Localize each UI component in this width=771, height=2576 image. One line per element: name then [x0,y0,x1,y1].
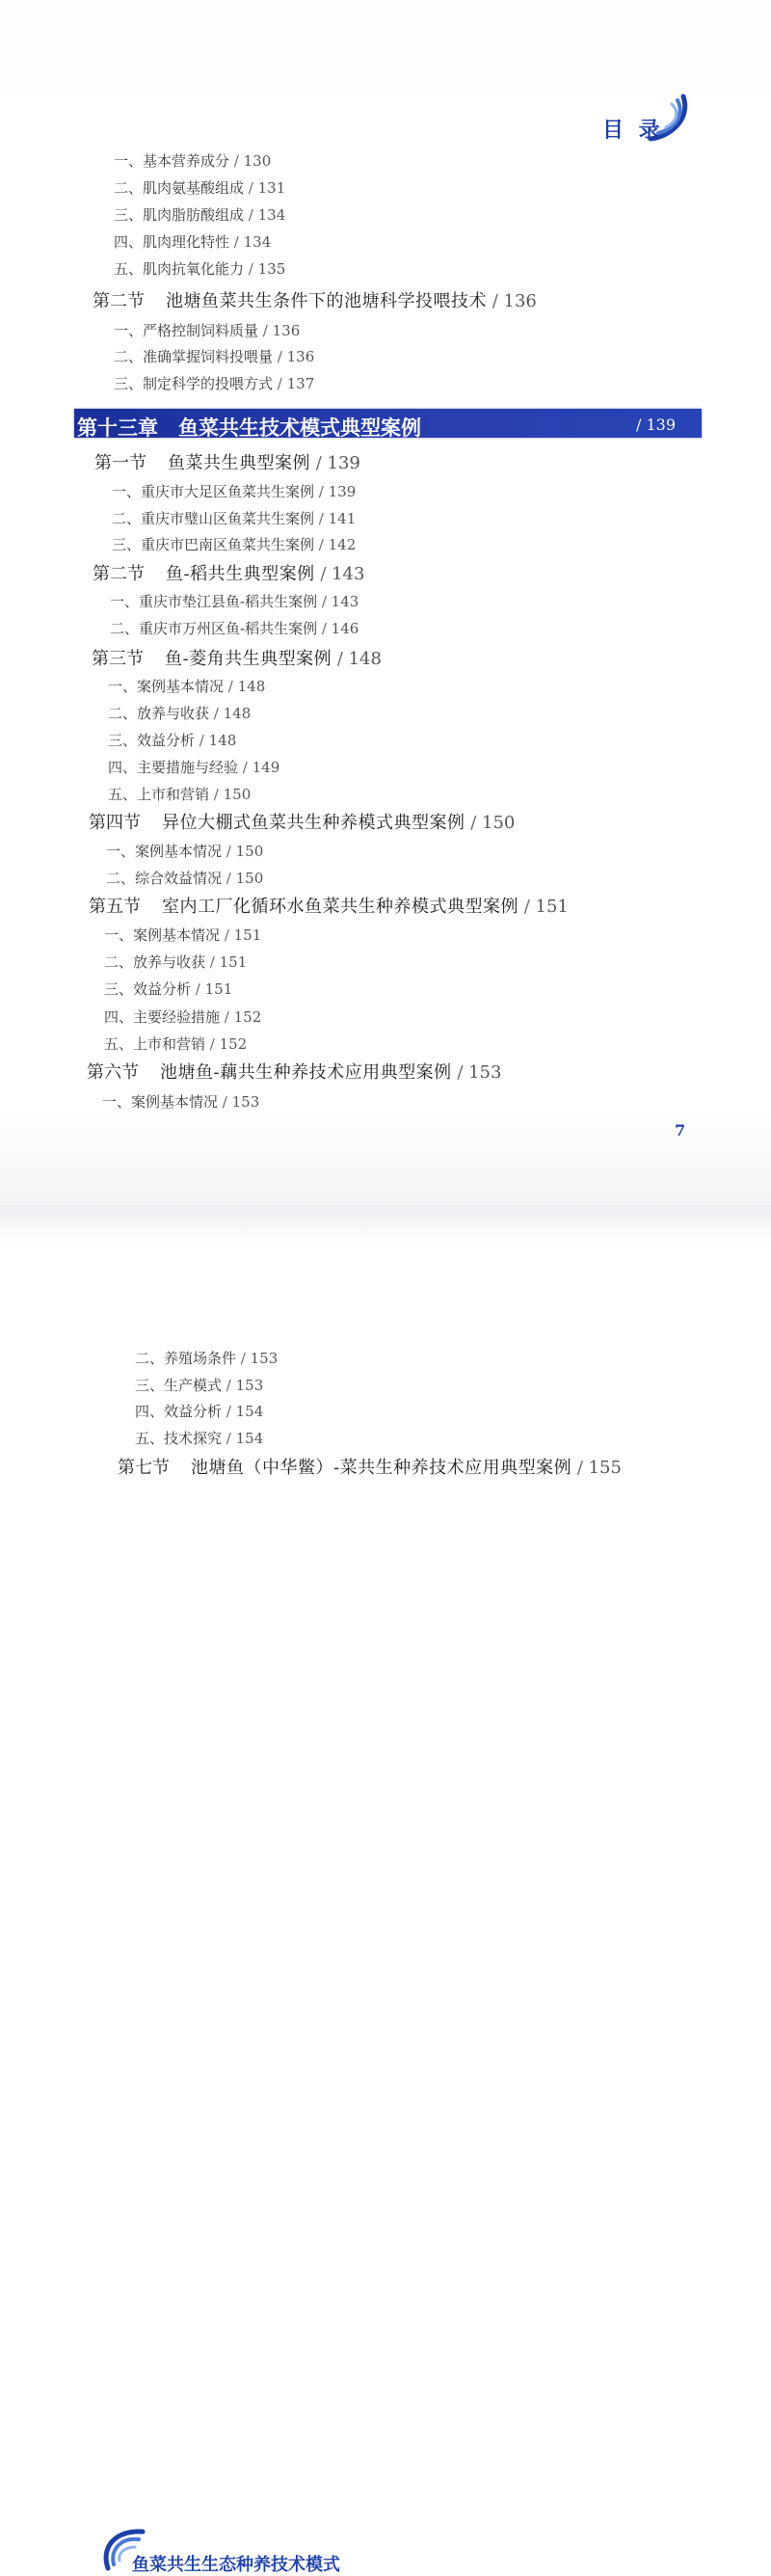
page-separator: / [220,926,234,944]
section-title: 池塘鱼-藕共生种养技术应用典型案例 [160,1062,452,1083]
toc-item[interactable] [108,734,236,748]
page-separator: / [273,375,287,392]
page-separator: / [229,152,244,170]
page-separator: / [218,1093,232,1111]
page-separator: / [236,1350,251,1367]
item-title: 三、肌肉脂肪酸组成 [114,206,245,224]
page-separator: / [244,179,258,197]
item-title: 四、肌肉理化特性 [114,233,230,251]
item-title: 一、严格控制饲料质量 [114,322,259,339]
toc-section[interactable] [87,1064,501,1082]
toc-section[interactable] [93,293,537,310]
page-separator: / [310,453,328,473]
page-ref: 134 [257,206,286,224]
item-title: 二、重庆市万州区鱼-稻共生案例 [110,620,318,637]
page-ref: 130 [243,152,272,170]
toc-item[interactable] [114,181,285,196]
page-separator: / [572,1458,589,1478]
toc-item[interactable] [135,1379,263,1393]
chapter-page-separator: / [636,416,642,434]
page-ref: 153 [468,1062,502,1083]
item-title: 一、重庆市大足区鱼菜共生案例 [112,483,315,500]
section-number: 第二节 [93,564,145,584]
page-ref: 149 [252,759,280,776]
page-separator: / [314,564,332,584]
item-title: 二、综合效益情况 [106,870,223,887]
section-title: 鱼-稻共生典型案例 [166,564,315,584]
item-title: 五、技术探究 [135,1430,223,1447]
section-title: 异位大棚式鱼菜共生种养模式典型案例 [162,813,465,833]
page-ref: 137 [286,375,315,392]
item-title: 五、肌肉抗氧化能力 [114,260,245,278]
page-separator: / [222,1430,236,1447]
page-separator: / [244,206,258,224]
toc-item[interactable] [104,982,232,997]
item-title: 五、上市和营销 [104,1035,206,1053]
page-separator: / [222,870,236,887]
page-ref: 136 [286,348,315,365]
section-number: 第六节 [87,1062,139,1083]
page-separator: / [258,322,273,339]
item-title: 一、案例基本情况 [102,1093,219,1111]
page-ref: 143 [332,564,365,584]
chapter-page [636,416,676,434]
page-separator: / [465,813,483,833]
section-number: 第一节 [94,453,146,473]
page-ref: 152 [233,1008,262,1026]
page-separator: / [317,620,332,637]
toc-item[interactable] [114,377,314,391]
toc-item[interactable] [110,622,359,636]
toc-section[interactable] [93,566,364,583]
toc-item[interactable] [112,538,356,552]
toc-item[interactable] [104,955,247,970]
page-ref: 139 [328,483,357,500]
book-title: 鱼菜共生生态种养技术模式 [132,2555,340,2575]
toc-item[interactable] [106,845,263,859]
page-ref: 155 [588,1458,622,1478]
page-ref: 134 [243,233,272,251]
page-separator: / [487,291,504,311]
page-ref: 146 [331,620,359,637]
page-ref: 135 [257,260,286,278]
page-ref: 131 [257,179,286,197]
page-separator: / [205,953,220,971]
page-ref: 150 [235,843,264,860]
section-title: 室内工厂化循环水鱼菜共生种养模式典型案例 [162,897,518,917]
page-separator: / [314,536,329,553]
item-title: 三、效益分析 [104,980,192,998]
page-separator: / [209,705,224,722]
page-number: 7 [675,1121,686,1140]
toc-item[interactable] [104,1037,247,1052]
toc-page-8 [0,1244,771,2575]
page-ref: 148 [208,732,237,749]
toc-item[interactable] [112,485,356,499]
toc-item[interactable] [108,761,279,775]
section-title: 池塘鱼菜共生条件下的池塘科学投喂技术 [166,291,487,311]
item-title: 二、肌肉氨基酸组成 [114,179,245,197]
page-ref: 148 [348,649,382,669]
toc-item[interactable] [135,1432,263,1446]
toc-item[interactable] [108,680,265,694]
toc-item[interactable] [135,1405,263,1419]
toc-item[interactable] [114,324,300,338]
page-separator: / [238,759,253,776]
page-ref: 152 [219,1035,248,1053]
page-separator: / [222,1377,236,1394]
page-separator: / [518,897,536,917]
item-title: 二、放养与收获 [104,953,206,971]
page-separator: / [205,1035,220,1053]
toc-heading: 目 录 [602,119,664,143]
page-ref: 154 [235,1430,264,1447]
toc-item[interactable] [110,595,359,609]
page-ref: 150 [223,786,252,803]
page-ref: 151 [233,926,262,944]
section-number: 第四节 [89,813,141,833]
chapter-page-number: 139 [646,416,677,434]
section-number: 第五节 [89,897,141,917]
item-title: 二、准确掌握饲料投喂量 [114,348,274,365]
page-ref: 151 [204,980,233,998]
page-separator: / [222,843,236,860]
page-ref: 153 [250,1350,279,1367]
section-title: 鱼菜共生典型案例 [168,453,310,473]
section-title: 鱼-菱角共生典型案例 [165,649,332,669]
toc-section[interactable] [92,651,382,668]
page-ref: 151 [535,897,569,917]
page-ref: 154 [235,1403,264,1420]
item-title: 四、效益分析 [135,1403,223,1420]
page-separator: / [332,649,349,669]
page-ref: 143 [331,593,359,610]
page-ref: 142 [328,536,357,553]
item-title: 二、养殖场条件 [135,1350,237,1367]
page-separator: / [195,732,209,749]
toc-item[interactable] [104,928,261,943]
toc-item[interactable] [114,350,314,364]
section-number: 第二节 [93,291,145,311]
page-ref: 150 [482,813,516,833]
toc-section[interactable] [89,815,515,832]
item-title: 五、上市和营销 [108,786,210,803]
toc-item[interactable] [102,1095,259,1110]
item-title: 一、案例基本情况 [108,678,225,695]
page-ref: 148 [237,678,266,695]
toc-item[interactable] [112,512,356,526]
page-separator: / [451,1062,469,1083]
toc-section[interactable] [118,1460,622,1477]
item-title: 四、主要经验措施 [104,1008,221,1026]
page-ref: 148 [223,705,252,722]
page-separator: / [244,260,258,278]
page-separator: / [222,1403,236,1420]
item-title: 三、重庆市巴南区鱼菜共生案例 [112,536,315,553]
page-ref: 153 [235,1377,264,1394]
item-title: 三、制定科学的投喂方式 [114,375,274,392]
toc-item[interactable] [135,1352,278,1366]
page-ref: 139 [327,453,360,473]
page-separator: / [317,593,332,610]
page-separator: / [229,233,244,251]
toc-item[interactable] [108,788,251,802]
page-separator: / [273,348,287,365]
item-title: 一、重庆市垫江县鱼-稻共生案例 [110,593,318,610]
item-title: 一、案例基本情况 [106,843,223,860]
page-ref: 150 [235,870,264,887]
page-separator: / [191,980,205,998]
item-title: 三、效益分析 [108,732,196,749]
page-gap [0,1205,771,1244]
section-number: 第三节 [92,649,144,669]
page-separator: / [314,510,329,527]
toc-item[interactable] [114,235,271,250]
page-ref: 141 [328,510,357,527]
item-title: 一、案例基本情况 [104,926,221,944]
page-separator: / [209,786,224,803]
page-ref: 153 [231,1093,260,1111]
toc-section[interactable] [89,899,569,916]
item-title: 二、重庆市璧山区鱼菜共生案例 [112,510,315,527]
toc-item[interactable] [114,154,271,169]
page-ref: 136 [503,291,537,311]
section-number: 第七节 [118,1458,170,1478]
page-ref: 151 [219,953,248,971]
page-separator: / [224,678,238,695]
toc-item[interactable] [104,1010,261,1025]
item-title: 四、主要措施与经验 [108,759,239,776]
toc-section[interactable] [94,455,360,472]
item-title: 三、生产模式 [135,1377,223,1394]
page-separator: / [220,1008,234,1026]
section-title: 池塘鱼（中华鳖）-菜共生种养技术应用典型案例 [191,1458,572,1478]
item-title: 二、放养与收获 [108,705,210,722]
chapter-title[interactable]: 第十三章 鱼菜共生技术模式典型案例 [77,416,421,440]
page-ref: 136 [272,322,301,339]
item-title: 一、基本营养成分 [114,152,230,170]
page-separator: / [314,483,329,500]
toc-item[interactable] [108,707,251,721]
toc-item[interactable] [114,262,285,277]
toc-item[interactable] [114,208,285,223]
toc-item[interactable] [106,872,263,886]
